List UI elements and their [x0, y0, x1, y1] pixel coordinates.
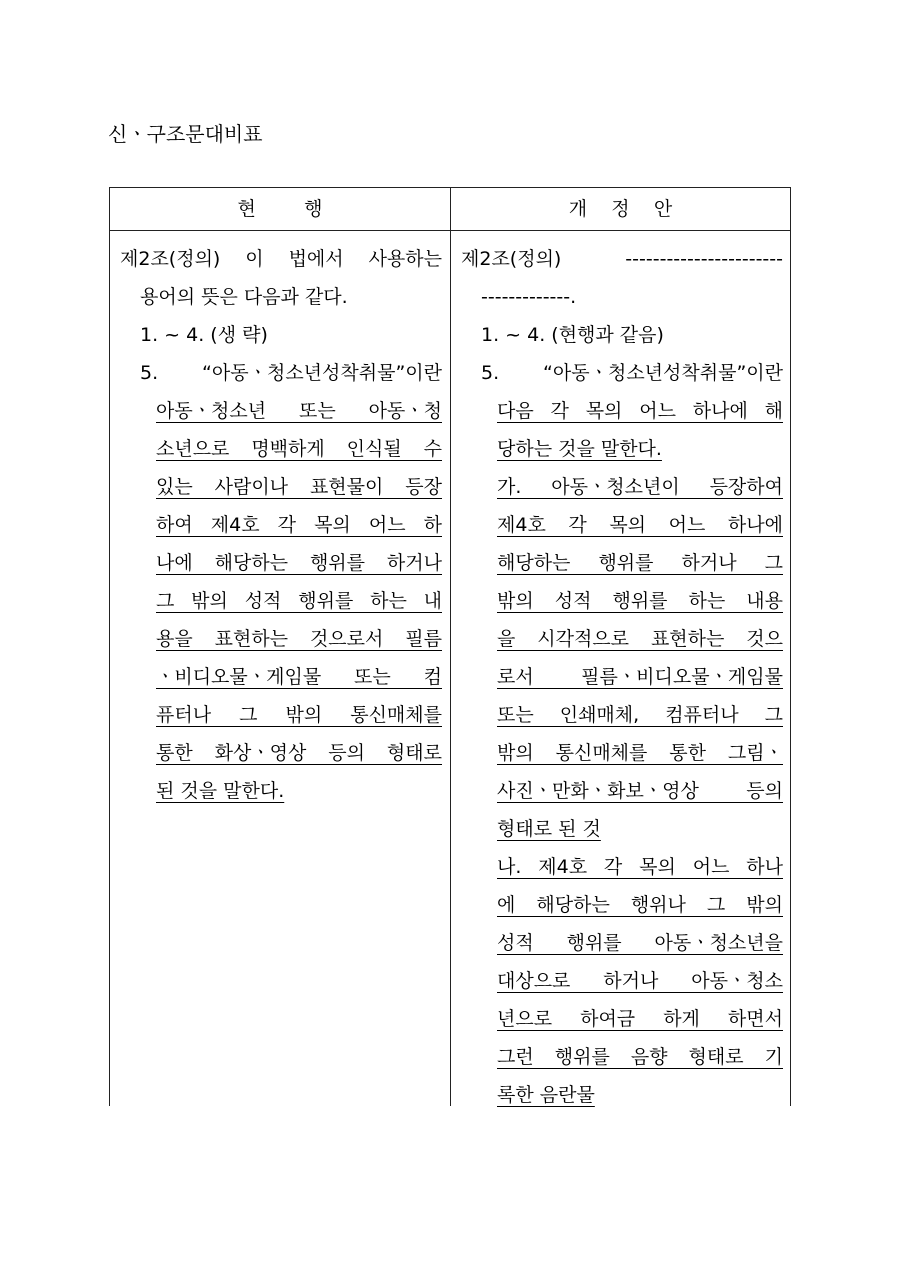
amended-line — [461, 582, 783, 620]
amended-line-text: 그런 행위를 음향 형태로 기 — [497, 1046, 783, 1068]
amended-line — [461, 240, 783, 278]
amended-line-text: 1. ~ 4. (현행과 같음) — [481, 324, 664, 346]
amended-line-text: 성적 행위를 아동ㆍ청소년을 — [497, 932, 783, 954]
amended-line-text: 밖의 성적 행위를 하는 내용 — [497, 590, 783, 612]
amended-line-text: 제2조(정의) ----------------------- — [461, 248, 783, 270]
current-line — [120, 658, 442, 696]
amended-line-text: 대상으로 하거나 아동ㆍ청소 — [497, 970, 783, 992]
amended-line-text: 당하는 것을 말한다. — [497, 438, 662, 460]
amended-line-text: 사진ㆍ만화ㆍ화보ㆍ영상 등의 — [497, 780, 783, 802]
amended-line-text: 년으로 하여금 하게 하면서 — [497, 1008, 783, 1030]
current-line-text: 된 것을 말한다. — [156, 780, 285, 802]
amended-line-text: 로서 필름ㆍ비디오물ㆍ게임물 — [497, 666, 783, 688]
current-line — [120, 240, 442, 278]
current-line-text: 5. “아동ㆍ청소년성착취물”이란 — [140, 362, 442, 384]
amended-line — [461, 772, 783, 810]
amended-line — [461, 316, 783, 354]
amended-line — [461, 886, 783, 924]
current-line — [120, 430, 442, 468]
amended-line-text: 다음 각 목의 어느 하나에 해 — [497, 400, 783, 422]
amended-line — [461, 392, 783, 430]
amended-line — [461, 1076, 783, 1114]
current-line — [120, 278, 442, 316]
current-line-text: 1. ~ 4. (생 략) — [140, 324, 268, 346]
current-line — [120, 582, 442, 620]
amended-line — [461, 620, 783, 658]
amended-line-text: 또는 인쇄매체, 컴퓨터나 그 — [497, 704, 783, 726]
current-line-text: 퓨터나 그 밖의 통신매체를 — [156, 704, 442, 726]
current-line — [120, 544, 442, 582]
current-line-text: 하여 제4호 각 목의 어느 하 — [156, 514, 442, 536]
current-line-text: 그 밖의 성적 행위를 하는 내 — [156, 590, 442, 612]
amended-line — [461, 506, 783, 544]
current-line-text: 용을 표현하는 것으로서 필름 — [156, 628, 442, 650]
amended-line-text: 밖의 통신매체를 통한 그림ㆍ — [497, 742, 783, 764]
amended-line-text: 록한 음란물 — [497, 1084, 595, 1106]
current-line-text: ㆍ비디오물ㆍ게임물 또는 컴 — [156, 666, 442, 688]
current-line — [120, 696, 442, 734]
header-amended: 개 정 안 — [568, 198, 673, 220]
amended-line — [461, 734, 783, 772]
comparison-table — [109, 187, 791, 1106]
current-line — [120, 316, 442, 354]
amended-line-text: 제4호 각 목의 어느 하나에 — [497, 514, 783, 536]
amended-line — [461, 924, 783, 962]
amended-line — [461, 810, 783, 848]
current-text-column — [120, 240, 442, 810]
amended-line — [461, 430, 783, 468]
amended-line — [461, 278, 783, 316]
amended-line-text: 5. “아동ㆍ청소년성착취물”이란 — [481, 362, 783, 384]
amended-line-text: 을 시각적으로 표현하는 것으 — [497, 628, 783, 650]
amended-line — [461, 962, 783, 1000]
current-line — [120, 354, 442, 392]
header-current: 현 행 — [237, 198, 323, 220]
amended-line-text: 형태로 된 것 — [497, 818, 601, 840]
document-title: 신ㆍ구조문대비표 — [108, 122, 263, 146]
current-line-text: 소년으로 명백하게 인식될 수 — [156, 438, 442, 460]
column-divider — [450, 188, 451, 1106]
current-line — [120, 392, 442, 430]
current-line — [120, 620, 442, 658]
amended-line — [461, 696, 783, 734]
current-line-text: 용어의 뜻은 다음과 같다. — [140, 286, 348, 308]
amended-line-text: 해당하는 행위를 하거나 그 — [497, 552, 783, 574]
current-line-text: 제2조(정의) 이 법에서 사용하는 — [120, 248, 442, 270]
amended-line — [461, 544, 783, 582]
current-line-text: 아동ㆍ청소년 또는 아동ㆍ청 — [156, 400, 442, 422]
amended-text-column — [461, 240, 783, 1114]
amended-line — [461, 658, 783, 696]
current-line — [120, 772, 442, 810]
current-line — [120, 734, 442, 772]
amended-line-text: 가. 아동ㆍ청소년이 등장하여 — [497, 476, 783, 498]
amended-line — [461, 468, 783, 506]
amended-line — [461, 1038, 783, 1076]
amended-line — [461, 848, 783, 886]
current-line-text: 있는 사람이나 표현물이 등장 — [156, 476, 442, 498]
amended-line — [461, 354, 783, 392]
current-line — [120, 506, 442, 544]
current-line-text: 나에 해당하는 행위를 하거나 — [156, 552, 442, 574]
amended-line-text: 나. 제4호 각 목의 어느 하나 — [497, 856, 783, 878]
amended-line-text: 에 해당하는 행위나 그 밖의 — [497, 894, 783, 916]
amended-line — [461, 1000, 783, 1038]
amended-line-text: -------------. — [481, 286, 577, 308]
current-line — [120, 468, 442, 506]
current-line-text: 통한 화상ㆍ영상 등의 형태로 — [156, 742, 442, 764]
